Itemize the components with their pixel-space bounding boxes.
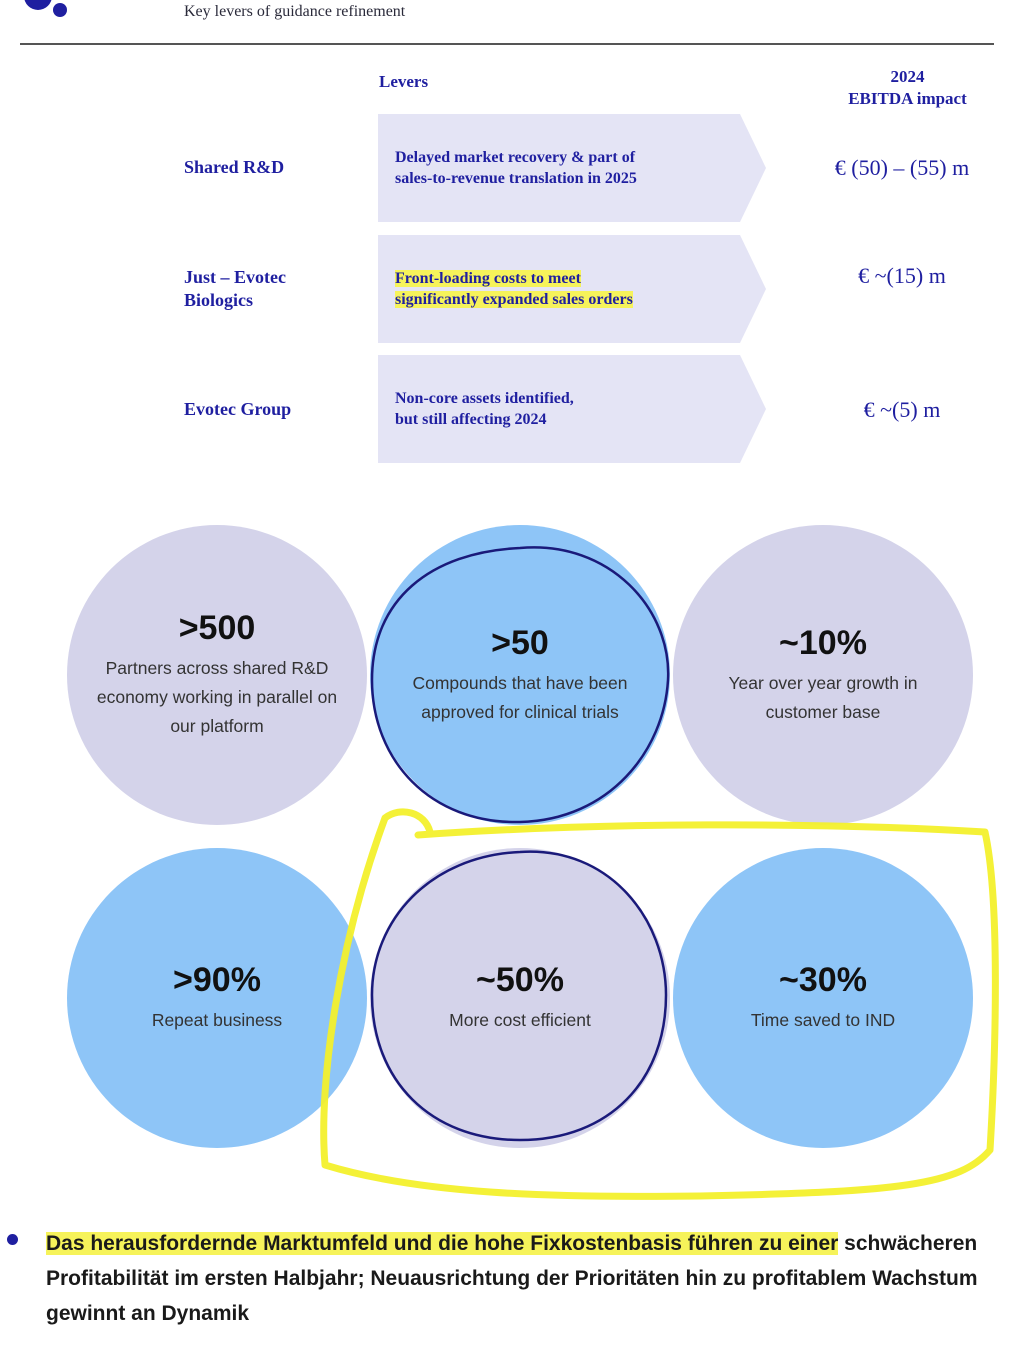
stat-value: >50 bbox=[491, 623, 549, 662]
logo-icon bbox=[20, 0, 80, 24]
lever-text-3 bbox=[395, 388, 735, 430]
lever-label-shared-rd: Shared R&D bbox=[184, 157, 285, 177]
lever-text-1 bbox=[395, 147, 735, 189]
impact-header bbox=[820, 66, 995, 110]
impact-value-3: € ~(5) m bbox=[863, 397, 941, 422]
header-divider bbox=[20, 43, 994, 45]
stat-circle-partners bbox=[67, 525, 367, 825]
lever-text-1-line-1: Delayed market recovery & part of bbox=[395, 149, 636, 166]
lever-label-2-line-1: Just – Evotec bbox=[184, 267, 286, 287]
stat-description: Repeat business bbox=[151, 1010, 283, 1030]
lever-text-2-line-2: significantly expanded sales orders bbox=[395, 291, 633, 308]
lever-label-just-evotec bbox=[184, 266, 286, 312]
stat-circle-compounds bbox=[370, 525, 670, 825]
lever-text-3-line-2: but still affecting 2024 bbox=[395, 411, 547, 428]
stat-description: Partners across shared R&D economy working in parallel on our platform bbox=[96, 658, 338, 736]
lever-text-2 bbox=[395, 268, 735, 310]
stat-circle-time-saved bbox=[673, 848, 973, 1148]
bullet-dot-icon bbox=[7, 1234, 18, 1245]
impact-header-label: EBITDA impact bbox=[848, 89, 967, 108]
stat-description: Compounds that have been approved for clinical trials bbox=[412, 672, 628, 722]
impact-value-1: € (50) – (55) m bbox=[834, 155, 970, 180]
stat-value: >90% bbox=[173, 961, 261, 999]
stat-description: Time saved to IND bbox=[750, 1010, 896, 1030]
stat-value: ~30% bbox=[779, 961, 867, 999]
lever-label-evotec-group: Evotec Group bbox=[184, 399, 292, 419]
bullet-highlighted-text: Das herausfordernde Marktumfeld und die hohe Fixkostenbasis führen zu einer bbox=[46, 1232, 839, 1255]
stat-description: More cost efficient bbox=[449, 1010, 591, 1030]
lever-text-2-line-1: Front-loading costs to meet bbox=[395, 270, 581, 287]
page-title: Key levers of guidance refinement bbox=[184, 3, 406, 20]
lever-label-2-line-2: Biologics bbox=[184, 290, 254, 310]
lever-text-3-line-1: Non-core assets identified, bbox=[395, 390, 574, 407]
stat-value: ~10% bbox=[779, 623, 867, 662]
stat-circle-growth bbox=[673, 525, 973, 825]
stat-description: Year over year growth in customer base bbox=[728, 672, 918, 722]
stat-circle-repeat-business bbox=[67, 848, 367, 1148]
stat-value: >500 bbox=[178, 609, 256, 647]
stat-value: ~50% bbox=[476, 961, 564, 999]
stat-circle-cost-efficient bbox=[370, 848, 670, 1148]
lever-text-1-line-2: sales-to-revenue translation in 2025 bbox=[395, 170, 637, 187]
impact-value-2: € ~(15) m bbox=[858, 263, 946, 288]
bullet-rest-text: schwächeren Profitabilität im ersten Halbjahr; Neuausrichtung der Prioritäten hin zu profitablem Wachstum gewinnt an Dynamik bbox=[46, 1232, 978, 1325]
impact-header-year: 2024 bbox=[890, 67, 925, 86]
bullet-text bbox=[46, 1226, 996, 1331]
levers-header: Levers bbox=[379, 72, 429, 91]
